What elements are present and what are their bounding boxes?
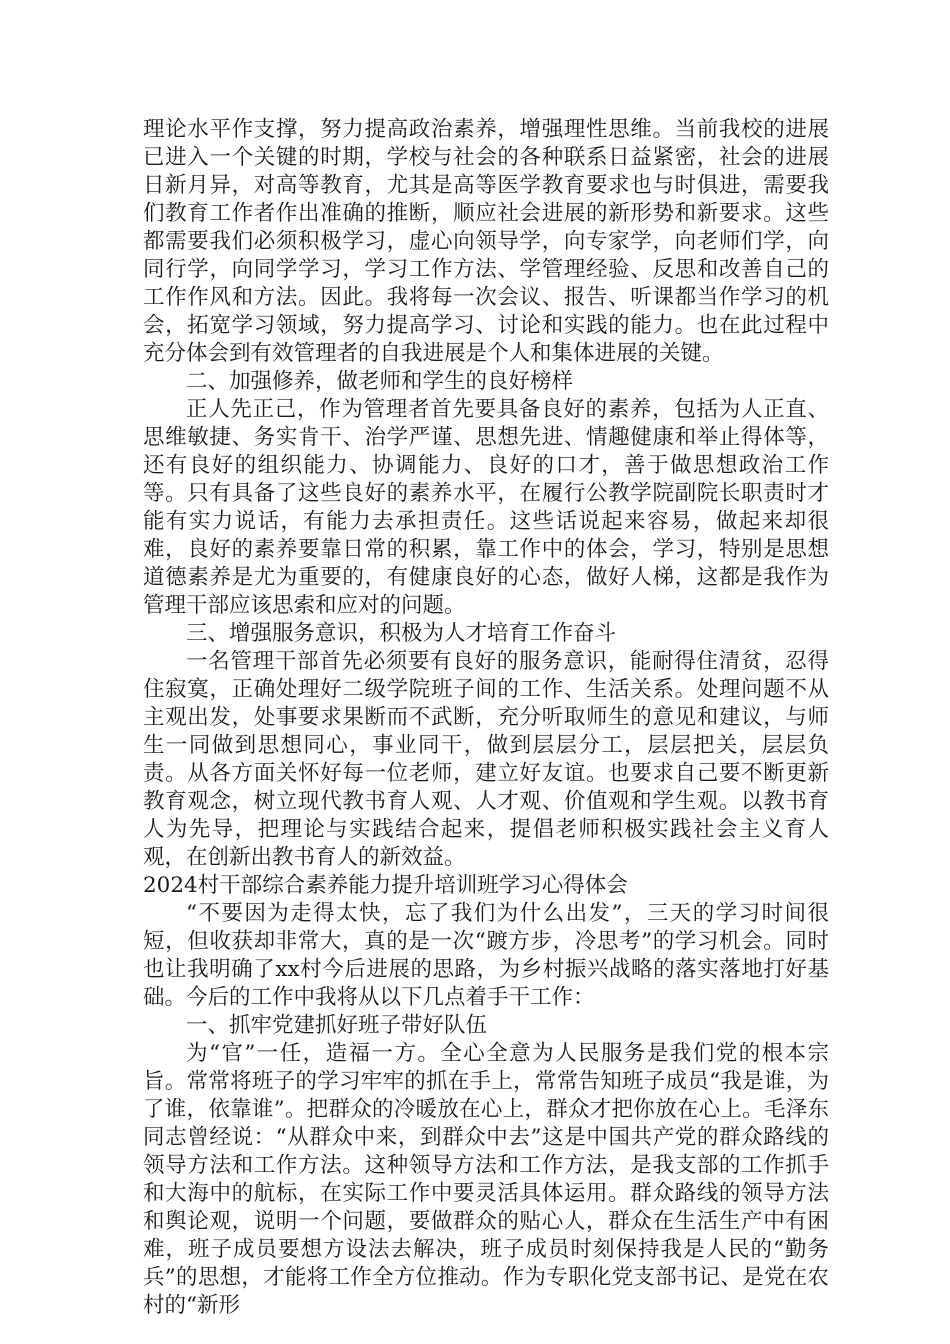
body-paragraph: “不要因为走得太快，忘了我们为什么出发”，三天的学习时间很短，但收获却非常大，真的是一次“踱方步，冷思考”的学习机会。同时也让我明确了xx村今后进展的思路，为乡村振兴战略的落实落地打好基础。今后的工作中我将从以下几点着手干工作：	[143, 901, 829, 1010]
body-paragraph: 为“官”一任，造福一方。全心全意为人民服务是我们党的根本宗旨。常常将班子的学习牢牢的抓在手上，常常告知班子成员“我是谁，为了谁，依靠谁”。把群众的冷暖放在心上，群众才把你放在心上。毛泽东同志曾经说：“从群众中来，到群众中去”这是中国共产党的群众路线的领导方法和工作方法。这种领导方法和工作方法，是我支部的工作抓手和大海中的航标，在实际工作中要灵活具体运用。群众路线的领导方法和舆论观，说明一个问题，要做群众的贴心人，群众在生活生产中有困难，班子成员要想方设法去解决，班子成员时刻保持我是人民的“勤务兵”的思想，才能将工作全方位推动。作为专职化党支部书记、是党在农村的“新形	[143, 1041, 829, 1318]
section-heading-three: 三、增强服务意识，积极为人才培育工作奋斗	[186, 621, 617, 646]
document-page	[143, 116, 829, 1320]
section-heading-one: 一、抓牢党建抓好班子带好队伍	[186, 1013, 488, 1038]
section-heading-two: 二、加强修养，做老师和学生的良好榜样	[186, 369, 574, 394]
body-paragraph: 一名管理干部首先必须要有良好的服务意识，能耐得住清贫，忍得住寂寞，正确处理好二级学院班子间的工作、生活关系。处理问题不从主观出发，处事要求果断而不武断，充分听取师生的意见和建议，与师生一同做到思想同心，事业同干，做到层层分工，层层把关，层层负责。从各方面关怀好每一位老师，建立好友谊。也要求自己要不断更新教育观念，树立现代教书育人观、人才观、价值观和学生观。以教书育人为先导，把理论与实践结合起来，提倡老师积极实践社会主义育人观，在创新出教书育人的新效益。	[143, 649, 829, 870]
article-title: 2024村干部综合素养能力提升培训班学习心得体会	[143, 873, 628, 898]
body-paragraph: 理论水平作支撑，努力提高政治素养，增强理性思维。当前我校的进展已进入一个关键的时期，学校与社会的各种联系日益紧密，社会的进展日新月异，对高等教育，尤其是高等医学教育要求也与时俱进，需要我们教育工作者作出准确的推断，顺应社会进展的新形势和新要求。这些都需要我们必须积极学习，虚心向领导学，向专家学，向老师们学，向同行学，向同学学习，学习工作方法、学管理经验、反思和改善自己的工作作风和方法。因此。我将每一次会议、报告、听课都当作学习的机会，拓宽学习领域，努力提高学习、讨论和实践的能力。也在此过程中充分体会到有效管理者的自我进展是个人和集体进展的关键。	[143, 117, 829, 366]
body-paragraph: 正人先正己，作为管理者首先要具备良好的素养，包括为人正直、思维敏捷、务实肯干、治学严谨、思想先进、情趣健康和举止得体等，还有良好的组织能力、协调能力、良好的口才，善于做思想政治工作等。只有具备了这些良好的素养水平，在履行公教学院副院长职责时才能有实力说话，有能力去承担责任。这些话说起来容易，做起来却很难，良好的素养要靠日常的积累，靠工作中的体会，学习，特别是思想道德素养是尤为重要的，有健康良好的心态，做好人梯，这都是我作为管理干部应该思索和应对的问题。	[143, 397, 829, 618]
